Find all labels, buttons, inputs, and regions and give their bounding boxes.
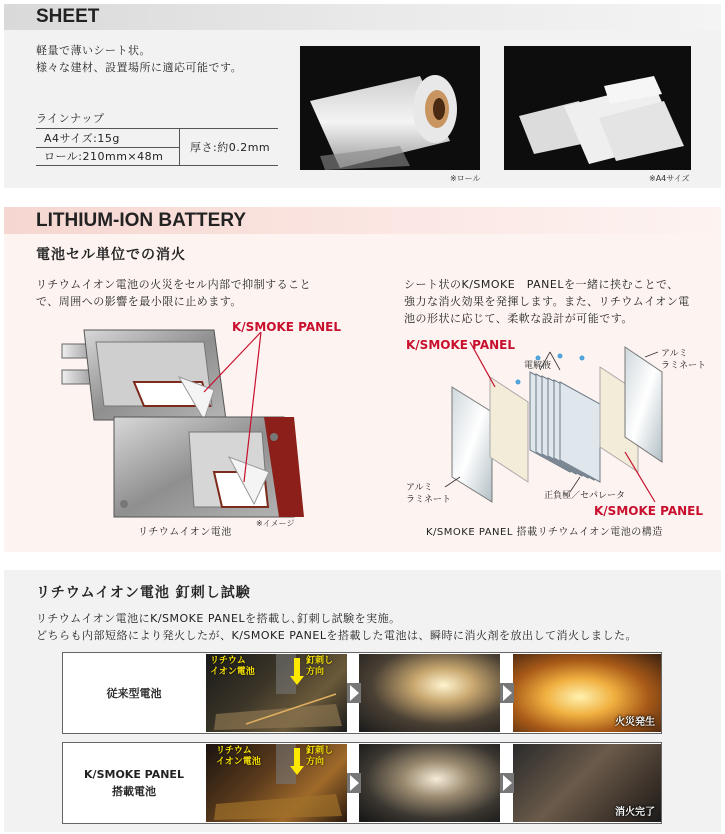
image-note: ※イメージ <box>256 519 295 528</box>
row1-photo2 <box>359 654 500 732</box>
thickness-spec: 厚さ:約0.2mm <box>190 141 271 154</box>
roll-photo <box>300 46 480 170</box>
a4-sheet-photo <box>504 46 691 170</box>
caption-a4: ※A4サイズ <box>649 174 690 183</box>
test-row-conventional <box>62 652 662 734</box>
row2-arrow2 <box>500 773 514 793</box>
left-text-line1: リチウムイオン電池の火災をセル内部で抑制すること <box>36 278 312 291</box>
panel-label-right-top: K/SMOKE PANEL <box>406 338 516 352</box>
row1-label: 従来型電池 <box>63 653 205 733</box>
sheet-desc-line1: 軽量で薄いシート状。 <box>36 44 151 57</box>
roll-spec: ロール:210mm×48m <box>44 150 164 163</box>
row2-label <box>63 743 205 823</box>
row2-nail-arrow <box>294 748 300 768</box>
sheet-title: SHEET <box>36 6 100 27</box>
row2-nail-tag-line1: 釘刺し <box>306 746 334 756</box>
row2-photo2 <box>359 744 500 822</box>
nail-test-desc1: リチウムイオン電池にK/SMOKE PANELを搭載し､釘刺し試験を実施。 <box>36 612 401 625</box>
battery-subtitle: 電池セル単位での消火 <box>36 247 186 263</box>
row1-battery-tag-line1: リチウム <box>210 656 246 666</box>
left-caption: リチウムイオン電池 <box>138 527 232 538</box>
aluminum-laminate-bottom-line2: ラミネート <box>406 495 452 505</box>
row2-label-line1: K/SMOKE PANEL <box>84 768 184 781</box>
nail-test-desc2: どちらも内部短絡により発火したが、K/SMOKE PANELを搭載した電池は、瞬時に消火剤を放出して消火しました。 <box>36 629 637 642</box>
right-text-line1: シート状のK/SMOKE PANELを一緒に挟むことで、 <box>404 278 679 291</box>
row1-battery-tag-line2: イオン電池 <box>210 667 255 677</box>
row1-nail-tag-line2: 方向 <box>306 667 325 677</box>
row1-result: 火災発生 <box>615 717 655 728</box>
left-text-line2: で、周囲への影響を最小限に止めます。 <box>36 295 242 308</box>
sheet-panel <box>4 30 721 188</box>
row2-photo1 <box>206 744 347 822</box>
aluminum-laminate-top-line2: ラミネート <box>661 361 707 371</box>
a4-spec: A4サイズ:15g <box>44 132 120 145</box>
battery-header <box>4 207 721 234</box>
panel-label-right-bottom: K/SMOKE PANEL <box>594 504 704 518</box>
aluminum-laminate-top-line1: アルミ <box>661 349 688 359</box>
row2-nail-tag-line2: 方向 <box>306 757 325 767</box>
electrode-separator-label: 正負極／セパレータ <box>544 491 626 501</box>
sheet-header <box>4 4 721 30</box>
row2-battery-tag-line2: イオン電池 <box>216 757 261 767</box>
aluminum-laminate-bottom-line1: アルミ <box>406 483 433 493</box>
sheet-desc-line2: 様々な建材、設置場所に適応可能です。 <box>36 61 243 74</box>
battery-illustration <box>54 322 314 522</box>
nail-test-panel <box>4 570 721 832</box>
row1-nail-tag-line1: 釘刺し <box>306 656 334 666</box>
row1-arrow1 <box>347 683 361 703</box>
row1-arrow2 <box>500 683 514 703</box>
electrolyte-label: 電解液 <box>524 361 552 371</box>
row1-nail-arrow <box>294 658 300 678</box>
row1-photo1 <box>206 654 347 732</box>
right-text-line3: 池の形状に応じて、柔軟な設計が可能です。 <box>404 312 633 325</box>
test-row-ksmoke <box>62 742 662 824</box>
row2-arrow1 <box>347 773 361 793</box>
lineup-table <box>36 128 278 166</box>
row2-result: 消火完了 <box>615 807 655 818</box>
right-caption: K/SMOKE PANEL 搭載リチウムイオン電池の構造 <box>426 527 663 538</box>
row2-battery-tag-line1: リチウム <box>216 746 252 756</box>
row1-photo3 <box>513 654 661 732</box>
nail-test-title: リチウムイオン電池 釘刺し試験 <box>36 585 251 601</box>
caption-roll: ※ロール <box>450 174 481 183</box>
row2-photo3 <box>513 744 661 822</box>
row2-label-line2: 搭載電池 <box>112 785 156 798</box>
panel-label-left: K/SMOKE PANEL <box>232 320 342 334</box>
lineup-label: ラインナップ <box>36 112 105 125</box>
battery-panel <box>4 234 721 552</box>
battery-title: LITHIUM-ION BATTERY <box>36 210 247 231</box>
right-text-line2: 強力な消火効果を発揮します。また、リチウムイオン電 <box>404 295 690 308</box>
